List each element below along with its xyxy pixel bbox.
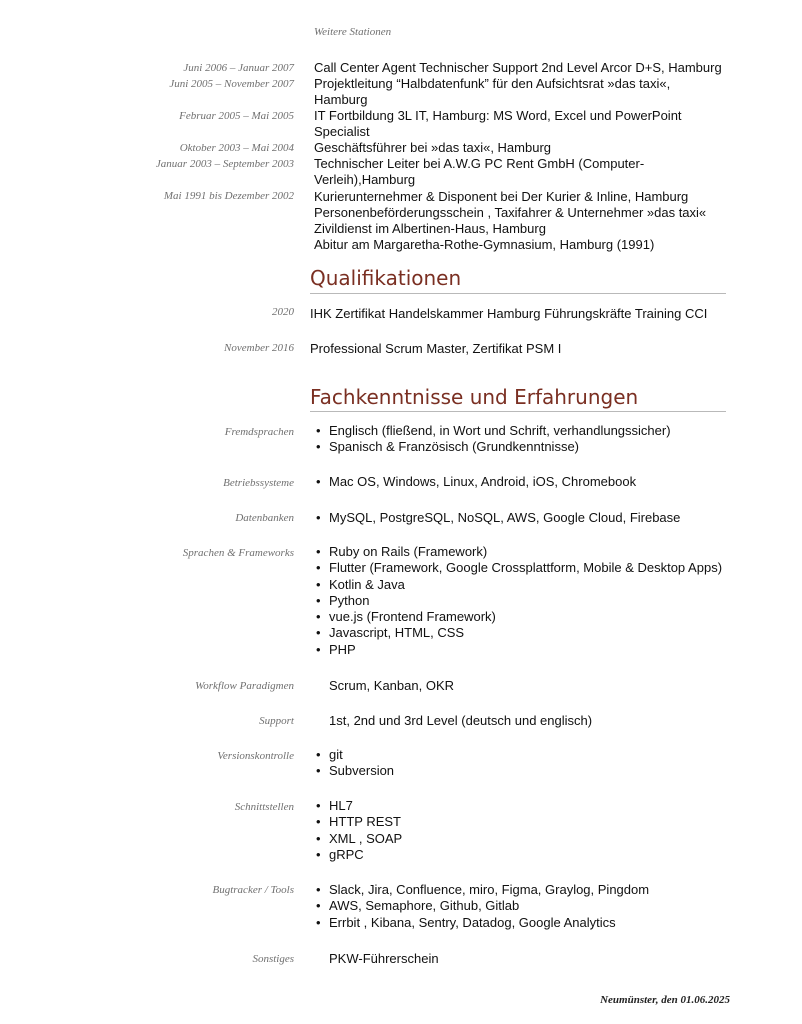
list-item: • Englisch (fließend, in Wort und Schrift, verhandlungssicher) bbox=[316, 423, 671, 439]
list-item: • Javascript, HTML, CSS bbox=[316, 625, 722, 641]
list-item: • Subversion bbox=[316, 763, 394, 779]
station-line: Kurierunternehmer & Disponent bei Der Kurier & Inline, Hamburg bbox=[314, 189, 689, 204]
station-date: Oktober 2003 – Mai 2004 bbox=[179, 142, 294, 154]
station-date: Januar 2003 – September 2003 bbox=[155, 158, 294, 170]
qualification-text: IHK Zertifikat Handelskammer Hamburg Führungskräfte Training CCI bbox=[310, 306, 708, 321]
section-divider bbox=[310, 411, 726, 412]
qualification-date: November 2016 bbox=[224, 342, 294, 354]
list-item: • git bbox=[316, 747, 394, 763]
list-item: • HTTP REST bbox=[316, 814, 402, 830]
station-date: Juni 2006 – Januar 2007 bbox=[183, 62, 294, 74]
qualification-date: 2020 bbox=[272, 306, 294, 318]
list-item: • Ruby on Rails (Framework) bbox=[316, 544, 722, 560]
station-date: Juni 2005 – November 2007 bbox=[169, 78, 294, 90]
skill-label: Fremdsprachen bbox=[224, 426, 294, 438]
list-item: • Mac OS, Windows, Linux, Android, iOS, Chromebook bbox=[316, 474, 636, 490]
station-line: Hamburg bbox=[314, 92, 368, 107]
skill-label: Versionskontrolle bbox=[217, 750, 294, 762]
section-divider bbox=[310, 293, 726, 294]
list-item: • Python bbox=[316, 593, 722, 609]
skill-label: Support bbox=[259, 715, 294, 727]
list-item: • XML , SOAP bbox=[316, 831, 402, 847]
skill-label: Workflow Paradigmen bbox=[195, 680, 294, 692]
skill-list bbox=[316, 423, 671, 456]
list-item: • MySQL, PostgreSQL, NoSQL, AWS, Google Cloud, Firebase bbox=[316, 510, 680, 526]
station-line: Verleih),Hamburg bbox=[314, 172, 416, 187]
skill-text: PKW-Führerschein bbox=[329, 951, 439, 966]
station-line: IT Fortbildung 3L IT, Hamburg: MS Word, Excel und PowerPoint bbox=[314, 108, 682, 123]
skill-list bbox=[316, 474, 636, 490]
qualification-text: Professional Scrum Master, Zertifikat PSM I bbox=[310, 341, 562, 356]
list-item: • HL7 bbox=[316, 798, 402, 814]
skill-list bbox=[316, 544, 722, 658]
section-heading-skills: Fachkenntnisse und Erfahrungen bbox=[310, 385, 639, 409]
station-line: Geschäftsführer bei »das taxi«, Hamburg bbox=[314, 140, 552, 155]
station-line: Abitur am Margaretha-Rothe-Gymnasium, Hamburg (1991) bbox=[314, 237, 655, 252]
skill-list bbox=[316, 747, 394, 780]
list-item: • Flutter (Framework, Google Crossplattform, Mobile & Desktop Apps) bbox=[316, 560, 722, 576]
skill-label: Schnittstellen bbox=[234, 801, 294, 813]
station-line: Call Center Agent Technischer Support 2nd Level Arcor D+S, Hamburg bbox=[314, 60, 722, 75]
skill-list bbox=[316, 510, 680, 526]
skill-label: Sonstiges bbox=[252, 953, 294, 965]
skill-label: Datenbanken bbox=[235, 512, 294, 524]
skill-list bbox=[316, 882, 649, 931]
skill-label: Bugtracker / Tools bbox=[212, 884, 294, 896]
list-item: • vue.js (Frontend Framework) bbox=[316, 609, 722, 625]
station-line: Zivildienst im Albertinen-Haus, Hamburg bbox=[314, 221, 546, 236]
skill-label: Sprachen & Frameworks bbox=[182, 547, 294, 559]
station-line: Projektleitung “Halbdatenfunk” für den Aufsichtsrat »das taxi«, bbox=[314, 76, 671, 91]
list-item: • AWS, Semaphore, Github, Gitlab bbox=[316, 898, 649, 914]
skill-text: 1st, 2nd und 3rd Level (deutsch und englisch) bbox=[329, 713, 593, 728]
place-date: Neumünster, den 01.06.2025 bbox=[600, 994, 730, 1006]
skill-label: Betriebssysteme bbox=[223, 477, 294, 489]
station-line: Specialist bbox=[314, 124, 370, 139]
skill-text: Scrum, Kanban, OKR bbox=[329, 678, 454, 693]
list-item: • Kotlin & Java bbox=[316, 577, 722, 593]
station-date: Mai 1991 bis Dezember 2002 bbox=[163, 190, 294, 202]
list-item: • Errbit , Kibana, Sentry, Datadog, Google Analytics bbox=[316, 915, 649, 931]
section-heading-qualifications: Qualifikationen bbox=[310, 266, 462, 290]
station-line: Technischer Leiter bei A.W.G PC Rent GmbH (Computer- bbox=[314, 156, 645, 171]
list-item: • Slack, Jira, Confluence, miro, Figma, Graylog, Pingdom bbox=[316, 882, 649, 898]
list-item: • Spanisch & Französisch (Grundkenntnisse) bbox=[316, 439, 671, 455]
skill-list bbox=[316, 798, 402, 863]
list-item: • gRPC bbox=[316, 847, 402, 863]
list-item: • PHP bbox=[316, 642, 722, 658]
section-subtitle: Weitere Stationen bbox=[314, 26, 392, 38]
station-line: Personenbeförderungsschein , Taxifahrer & Unternehmer »das taxi« bbox=[314, 205, 707, 220]
station-date: Februar 2005 – Mai 2005 bbox=[179, 110, 294, 122]
